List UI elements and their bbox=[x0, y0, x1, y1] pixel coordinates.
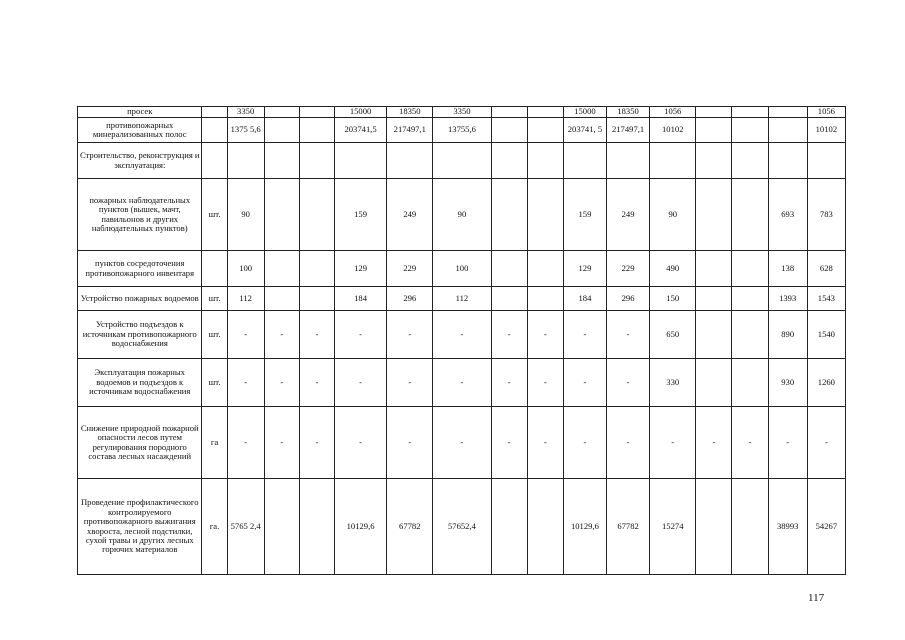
value-cell bbox=[732, 143, 768, 179]
value-cell: 1393 bbox=[768, 287, 807, 311]
value-cell: - bbox=[491, 359, 527, 407]
value-cell: 890 bbox=[768, 311, 807, 359]
value-cell: 490 bbox=[650, 251, 696, 287]
value-cell: 249 bbox=[387, 179, 433, 251]
value-cell: 129 bbox=[334, 251, 386, 287]
value-cell: 1056 bbox=[807, 107, 845, 118]
value-cell bbox=[491, 479, 527, 575]
table-row bbox=[78, 287, 846, 311]
value-cell: - bbox=[696, 407, 732, 479]
value-cell bbox=[299, 287, 334, 311]
value-cell: - bbox=[433, 407, 491, 479]
value-cell: - bbox=[299, 311, 334, 359]
value-cell bbox=[732, 359, 768, 407]
row-name-cell: Устройство пожарных водоемов bbox=[78, 287, 202, 311]
value-cell: 150 bbox=[650, 287, 696, 311]
value-cell: 13755,6 bbox=[433, 118, 491, 143]
value-cell: - bbox=[650, 407, 696, 479]
value-cell bbox=[387, 143, 433, 179]
unit-cell: шт. bbox=[202, 359, 227, 407]
value-cell: - bbox=[264, 407, 299, 479]
value-cell bbox=[732, 311, 768, 359]
value-cell bbox=[334, 143, 386, 179]
value-cell: 249 bbox=[607, 179, 650, 251]
value-cell: - bbox=[334, 359, 386, 407]
value-cell: - bbox=[227, 311, 264, 359]
unit-cell bbox=[202, 143, 227, 179]
value-cell: - bbox=[768, 407, 807, 479]
value-cell: 229 bbox=[607, 251, 650, 287]
value-cell: 296 bbox=[387, 287, 433, 311]
value-cell: 15000 bbox=[334, 107, 386, 118]
table-row bbox=[78, 143, 846, 179]
page-number: 117 bbox=[808, 592, 825, 604]
value-cell: 90 bbox=[433, 179, 491, 251]
value-cell: 1260 bbox=[807, 359, 845, 407]
value-cell: 650 bbox=[650, 311, 696, 359]
table-row bbox=[78, 118, 846, 143]
value-cell bbox=[696, 479, 732, 575]
value-cell: 15274 bbox=[650, 479, 696, 575]
value-cell bbox=[491, 287, 527, 311]
value-cell bbox=[732, 107, 768, 118]
value-cell bbox=[491, 251, 527, 287]
value-cell: 296 bbox=[607, 287, 650, 311]
value-cell: - bbox=[491, 407, 527, 479]
value-cell bbox=[264, 179, 299, 251]
value-cell: 159 bbox=[563, 179, 606, 251]
table-body bbox=[78, 107, 846, 575]
value-cell: - bbox=[607, 311, 650, 359]
value-cell bbox=[527, 107, 563, 118]
value-cell bbox=[227, 143, 264, 179]
value-cell: - bbox=[387, 407, 433, 479]
table-row bbox=[78, 251, 846, 287]
value-cell: 1375 5,6 bbox=[227, 118, 264, 143]
value-cell: - bbox=[264, 311, 299, 359]
value-cell bbox=[607, 143, 650, 179]
value-cell: 138 bbox=[768, 251, 807, 287]
value-cell: - bbox=[563, 311, 606, 359]
value-cell: 184 bbox=[563, 287, 606, 311]
value-cell bbox=[696, 311, 732, 359]
value-cell: 67782 bbox=[387, 479, 433, 575]
row-name-cell: Проведение профилактического контролируемого противопожарного выжигания хвороста, лесной подстилки, сухой травы и других лесных горючих материалов bbox=[78, 479, 202, 575]
value-cell bbox=[264, 118, 299, 143]
value-cell: - bbox=[334, 311, 386, 359]
value-cell: 159 bbox=[334, 179, 386, 251]
value-cell: - bbox=[607, 407, 650, 479]
value-cell: 38993 bbox=[768, 479, 807, 575]
value-cell bbox=[696, 118, 732, 143]
unit-cell: га bbox=[202, 407, 227, 479]
value-cell: 54267 bbox=[807, 479, 845, 575]
value-cell bbox=[264, 287, 299, 311]
value-cell: - bbox=[732, 407, 768, 479]
unit-cell bbox=[202, 118, 227, 143]
value-cell: - bbox=[433, 311, 491, 359]
value-cell bbox=[807, 143, 845, 179]
value-cell bbox=[527, 479, 563, 575]
value-cell: - bbox=[299, 407, 334, 479]
value-cell: - bbox=[607, 359, 650, 407]
value-cell: 693 bbox=[768, 179, 807, 251]
value-cell: 100 bbox=[227, 251, 264, 287]
table-row bbox=[78, 179, 846, 251]
value-cell: 203741,5 bbox=[334, 118, 386, 143]
value-cell bbox=[491, 107, 527, 118]
value-cell: - bbox=[387, 311, 433, 359]
value-cell bbox=[264, 479, 299, 575]
value-cell: 15000 bbox=[563, 107, 606, 118]
value-cell bbox=[527, 118, 563, 143]
unit-cell: шт. bbox=[202, 287, 227, 311]
value-cell: - bbox=[433, 359, 491, 407]
value-cell: - bbox=[807, 407, 845, 479]
value-cell: 18350 bbox=[607, 107, 650, 118]
value-cell: 217497,1 bbox=[607, 118, 650, 143]
unit-cell bbox=[202, 107, 227, 118]
value-cell: 10129,6 bbox=[563, 479, 606, 575]
value-cell: - bbox=[334, 407, 386, 479]
row-name-cell: Устройство подъездов к источникам противопожарного водоснабжения bbox=[78, 311, 202, 359]
value-cell bbox=[527, 143, 563, 179]
value-cell bbox=[732, 287, 768, 311]
value-cell bbox=[696, 359, 732, 407]
value-cell: 184 bbox=[334, 287, 386, 311]
value-cell: 5765 2,4 bbox=[227, 479, 264, 575]
value-cell bbox=[299, 107, 334, 118]
value-cell bbox=[696, 251, 732, 287]
value-cell: 783 bbox=[807, 179, 845, 251]
table-row bbox=[78, 107, 846, 118]
value-cell: - bbox=[299, 359, 334, 407]
value-cell: - bbox=[527, 407, 563, 479]
value-cell: - bbox=[227, 359, 264, 407]
value-cell: 203741, 5 bbox=[563, 118, 606, 143]
value-cell bbox=[433, 143, 491, 179]
value-cell: 57652,4 bbox=[433, 479, 491, 575]
value-cell bbox=[732, 251, 768, 287]
value-cell: 229 bbox=[387, 251, 433, 287]
table-row bbox=[78, 479, 846, 575]
value-cell: 3350 bbox=[227, 107, 264, 118]
value-cell: 90 bbox=[227, 179, 264, 251]
value-cell bbox=[696, 179, 732, 251]
table-row bbox=[78, 407, 846, 479]
unit-cell: шт. bbox=[202, 179, 227, 251]
value-cell bbox=[491, 179, 527, 251]
value-cell: 18350 bbox=[387, 107, 433, 118]
value-cell bbox=[299, 118, 334, 143]
value-cell bbox=[264, 107, 299, 118]
value-cell bbox=[650, 143, 696, 179]
row-name-cell: Строительство, реконструкция и эксплуатация: bbox=[78, 143, 202, 179]
value-cell: - bbox=[491, 311, 527, 359]
value-cell: 330 bbox=[650, 359, 696, 407]
value-cell: 129 bbox=[563, 251, 606, 287]
value-cell: 10102 bbox=[650, 118, 696, 143]
value-cell: - bbox=[527, 359, 563, 407]
table-row bbox=[78, 359, 846, 407]
value-cell bbox=[768, 107, 807, 118]
value-cell: 90 bbox=[650, 179, 696, 251]
value-cell bbox=[696, 143, 732, 179]
unit-cell bbox=[202, 251, 227, 287]
value-cell: 100 bbox=[433, 251, 491, 287]
row-name-cell: Эксплуатация пожарных водоемов и подъездов к источникам водоснабжения bbox=[78, 359, 202, 407]
value-cell: 1543 bbox=[807, 287, 845, 311]
value-cell bbox=[696, 287, 732, 311]
value-cell: - bbox=[563, 359, 606, 407]
value-cell: 217497,1 bbox=[387, 118, 433, 143]
value-cell bbox=[299, 143, 334, 179]
value-cell: - bbox=[227, 407, 264, 479]
value-cell: - bbox=[527, 311, 563, 359]
value-cell bbox=[696, 107, 732, 118]
value-cell: 930 bbox=[768, 359, 807, 407]
value-cell bbox=[299, 251, 334, 287]
value-cell: - bbox=[264, 359, 299, 407]
value-cell bbox=[732, 179, 768, 251]
table-row bbox=[78, 311, 846, 359]
unit-cell: шт. bbox=[202, 311, 227, 359]
value-cell: 1540 bbox=[807, 311, 845, 359]
value-cell bbox=[299, 179, 334, 251]
value-cell: 67782 bbox=[607, 479, 650, 575]
value-cell: 1056 bbox=[650, 107, 696, 118]
value-cell bbox=[299, 479, 334, 575]
value-cell bbox=[491, 143, 527, 179]
row-name-cell: Снижение природной пожарной опасности лесов путем регулирования породного состава лесных насаждений bbox=[78, 407, 202, 479]
row-name-cell: просек bbox=[78, 107, 202, 118]
value-cell bbox=[768, 118, 807, 143]
value-cell bbox=[264, 143, 299, 179]
value-cell bbox=[732, 479, 768, 575]
value-cell bbox=[491, 118, 527, 143]
value-cell bbox=[732, 118, 768, 143]
value-cell: 628 bbox=[807, 251, 845, 287]
value-cell: 112 bbox=[433, 287, 491, 311]
row-name-cell: противопожарных минерализованных полос bbox=[78, 118, 202, 143]
row-name-cell: пунктов сосредоточения противопожарного инвентаря bbox=[78, 251, 202, 287]
value-cell: - bbox=[387, 359, 433, 407]
value-cell bbox=[527, 179, 563, 251]
value-cell bbox=[527, 251, 563, 287]
value-cell: 3350 bbox=[433, 107, 491, 118]
data-table bbox=[77, 106, 846, 575]
unit-cell: га. bbox=[202, 479, 227, 575]
value-cell bbox=[768, 143, 807, 179]
value-cell: 10129,6 bbox=[334, 479, 386, 575]
value-cell bbox=[264, 251, 299, 287]
value-cell: - bbox=[563, 407, 606, 479]
value-cell bbox=[527, 287, 563, 311]
value-cell: 10102 bbox=[807, 118, 845, 143]
value-cell: 112 bbox=[227, 287, 264, 311]
row-name-cell: пожарных наблюдательных пунктов (вышек, мачт, павильонов и других наблюдательных пунктов) bbox=[78, 179, 202, 251]
value-cell bbox=[563, 143, 606, 179]
